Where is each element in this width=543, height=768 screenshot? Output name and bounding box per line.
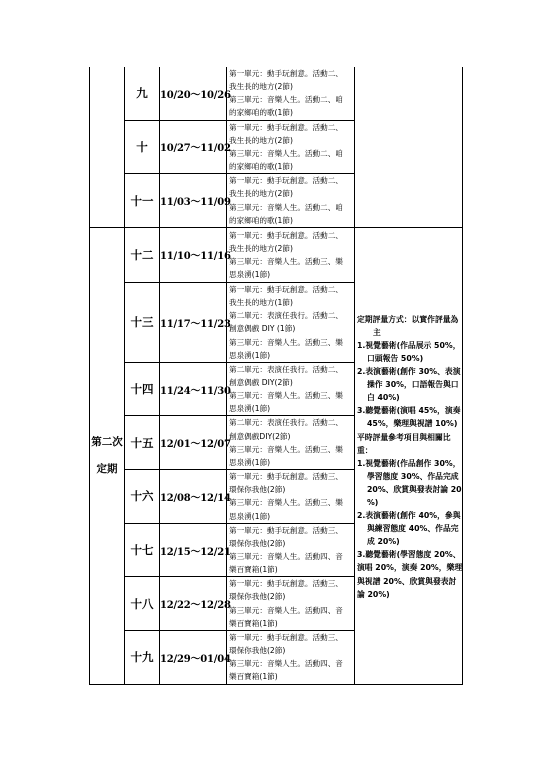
unit-activity-line: 的家鄉咱的歌(1節) [229, 162, 293, 172]
assessment-line: 1.視覺藝術(作品展示 50%， [357, 340, 461, 350]
unit-activity-line: 我生長的地方(2節) [229, 243, 293, 253]
unit-activity-line: 思泉湧(1節) [229, 350, 271, 360]
unit-activity-line: 的家鄉咱的歌(1節) [229, 108, 293, 118]
week-number: 十七 [125, 523, 160, 577]
assessment-line: %) [367, 498, 379, 507]
unit-activity-line: 環保你我他(2節) [229, 592, 286, 602]
week-number: 十九 [125, 630, 160, 684]
assessment-line: 口頭報告 50%) [367, 353, 424, 363]
unit-activity-line: 第二單元：表演任我行。活動二、 [229, 364, 343, 374]
schedule-row [90, 67, 463, 120]
week-number: 九 [125, 67, 160, 120]
week-date-range: 10/27～11/02 [160, 120, 227, 174]
exam-period-label: 定期 [96, 462, 118, 475]
assessment-line: 主 [373, 327, 381, 337]
unit-activity-line: 思泉湧(1節) [229, 404, 271, 414]
unit-activities [227, 120, 355, 174]
unit-activity-line: 第二單元：表演任我行。活動二、 [229, 311, 343, 321]
assessment-line: 2.表演藝術(創作 40%，參與 [357, 511, 461, 521]
week-number: 十 [125, 120, 160, 174]
unit-activity-line: 環保你我他(2節) [229, 485, 286, 495]
week-date-range: 11/10～11/16 [160, 227, 227, 282]
unit-activity-line: 第三單元：音樂人生。活動四、音 [229, 552, 343, 561]
week-number: 十一 [125, 174, 160, 228]
schedule-table [89, 67, 463, 685]
unit-activities [227, 470, 355, 524]
unit-activity-line: 第一單元：動手玩創意。活動三、 [229, 632, 343, 642]
assessment-line: 2.表演藝術(創作 30%、表演 [357, 367, 461, 377]
unit-activity-line: 第三單元：音樂人生。活動三、樂 [229, 256, 343, 266]
assessment-line: 白 40%) [367, 393, 400, 403]
unit-activities [227, 577, 355, 631]
unit-activity-line: 創意偶戲 DIY (1節) [229, 324, 296, 334]
unit-activity-line: 第三單元：音樂人生。活動二、咱 [229, 95, 343, 105]
week-date-range: 12/08～12/14 [160, 470, 227, 524]
unit-activity-line: 第三單元：音樂人生。活動三、樂 [229, 498, 343, 508]
unit-activity-line: 創意偶戲 DIY(2節) [229, 377, 293, 387]
unit-activities [227, 227, 355, 282]
unit-activity-line: 第一單元：動手玩創意。活動三、 [229, 472, 343, 482]
assessment-line: 演唱 20%，演奏 20%，樂理 [357, 563, 463, 573]
unit-activity-line: 我生長的地方(2節) [229, 189, 293, 199]
unit-activities [227, 282, 355, 362]
unit-activity-line: 思泉湧(1節) [229, 270, 271, 280]
unit-activity-line: 第三單元：音樂人生。活動三、樂 [229, 337, 343, 347]
unit-activity-line: 第一單元：動手玩創意。活動二、 [229, 230, 343, 240]
week-number: 十六 [125, 470, 160, 524]
assessment-line: 重： [357, 445, 373, 455]
week-date-range: 12/29～01/04 [160, 630, 227, 684]
unit-activity-line: 樂百寶箱(1節) [229, 565, 278, 575]
assessment-line: 3.聽覺藝術(學習態度 20%、 [357, 550, 461, 560]
unit-activity-line: 第一單元：動手玩創意。活動二、 [229, 176, 343, 186]
unit-activities [227, 416, 355, 470]
assessment-line: 操作 30%，口語報告與口 [367, 380, 459, 390]
assessment-methods [355, 227, 463, 684]
week-date-range: 11/17～11/23 [160, 282, 227, 362]
unit-activity-line: 環保你我他(2節) [229, 646, 286, 656]
unit-activity-line: 我生長的地方(1節) [229, 298, 293, 308]
unit-activity-line: 的家鄉咱的歌(1節) [229, 215, 293, 225]
assessment-line: 成 20%) [367, 537, 400, 547]
assessment-line: 與練習態度 40%、作品完 [367, 524, 459, 534]
exam-period-label: 第二次 [91, 435, 123, 448]
unit-activity-line: 樂百寶箱(1節) [229, 618, 278, 628]
week-date-range: 12/22～12/28 [160, 577, 227, 631]
week-date-range: 10/20～10/26 [160, 67, 227, 120]
unit-activity-line: 第三單元：音樂人生。活動二、咱 [229, 202, 343, 212]
unit-activities [227, 67, 355, 120]
assessment-line: 定期評量方式：以實作評量為 [357, 314, 459, 324]
unit-activity-line: 第一單元：動手玩創意。活動二、 [229, 122, 343, 132]
exam-period-cell [90, 227, 125, 684]
week-number: 十三 [125, 282, 160, 362]
week-date-range: 12/01～12/07 [160, 416, 227, 470]
unit-activity-line: 創意偶戲DIY(2節) [229, 431, 291, 441]
assessment-line: 平時評量參考項目與相關比 [357, 432, 451, 442]
unit-activity-line: 思泉湧(1節) [229, 457, 271, 467]
unit-activity-line: 第一單元：動手玩創意。活動二、 [229, 284, 343, 294]
schedule-row [90, 227, 463, 282]
assessment-line: 與視譜 20%、欣賞與發表討 [357, 576, 457, 586]
assessment-line: 1.視覺藝術(作品創作 30%， [357, 458, 461, 468]
assessment-line: 20%、欣賞與發表討論 20 [367, 484, 462, 494]
assessment-line: 論 20%) [357, 589, 390, 599]
unit-activities [227, 362, 355, 416]
unit-activity-line: 第一單元：動手玩創意。活動二、 [229, 69, 343, 78]
unit-activity-line: 樂百寶箱(1節) [229, 672, 278, 682]
assessment-line: 3.聽覺藝術(演唱 45%，演奏 [357, 406, 461, 416]
unit-activity-line: 環保你我他(2節) [229, 538, 286, 548]
unit-activity-line: 我生長的地方(2節) [229, 82, 293, 92]
unit-activity-line: 我生長的地方(2節) [229, 135, 293, 145]
assessment-line: 學習態度 30%、作品完成 [367, 471, 459, 481]
week-number: 十二 [125, 227, 160, 282]
unit-activity-line: 第三單元：音樂人生。活動三、樂 [229, 444, 343, 454]
week-date-range: 11/24～11/30 [160, 362, 227, 416]
week-number: 十五 [125, 416, 160, 470]
unit-activity-line: 第一單元：動手玩創意。活動三、 [229, 579, 343, 589]
unit-activity-line: 第二單元：表演任我行。活動二、 [229, 418, 343, 428]
unit-activity-line: 第三單元：音樂人生。活動二、咱 [229, 148, 343, 158]
unit-activity-line: 第一單元：動手玩創意。活動三、 [229, 525, 343, 535]
unit-activities [227, 174, 355, 228]
unit-activity-line: 思泉湧(1節) [229, 511, 271, 521]
week-date-range: 12/15～12/21 [160, 523, 227, 577]
unit-activity-line: 第三單元：音樂人生。活動四、音 [229, 605, 343, 615]
blank-assessment-cell [355, 67, 463, 227]
unit-activity-line: 第三單元：音樂人生。活動四、音 [229, 659, 343, 669]
blank-period-cell [90, 67, 125, 227]
assessment-line: 45%，樂理與視譜 10%) [367, 419, 458, 429]
unit-activities [227, 523, 355, 577]
unit-activities [227, 630, 355, 684]
week-number: 十八 [125, 577, 160, 631]
week-number: 十四 [125, 362, 160, 416]
week-date-range: 11/03～11/09 [160, 174, 227, 228]
unit-activity-line: 第三單元：音樂人生。活動三、樂 [229, 391, 343, 401]
